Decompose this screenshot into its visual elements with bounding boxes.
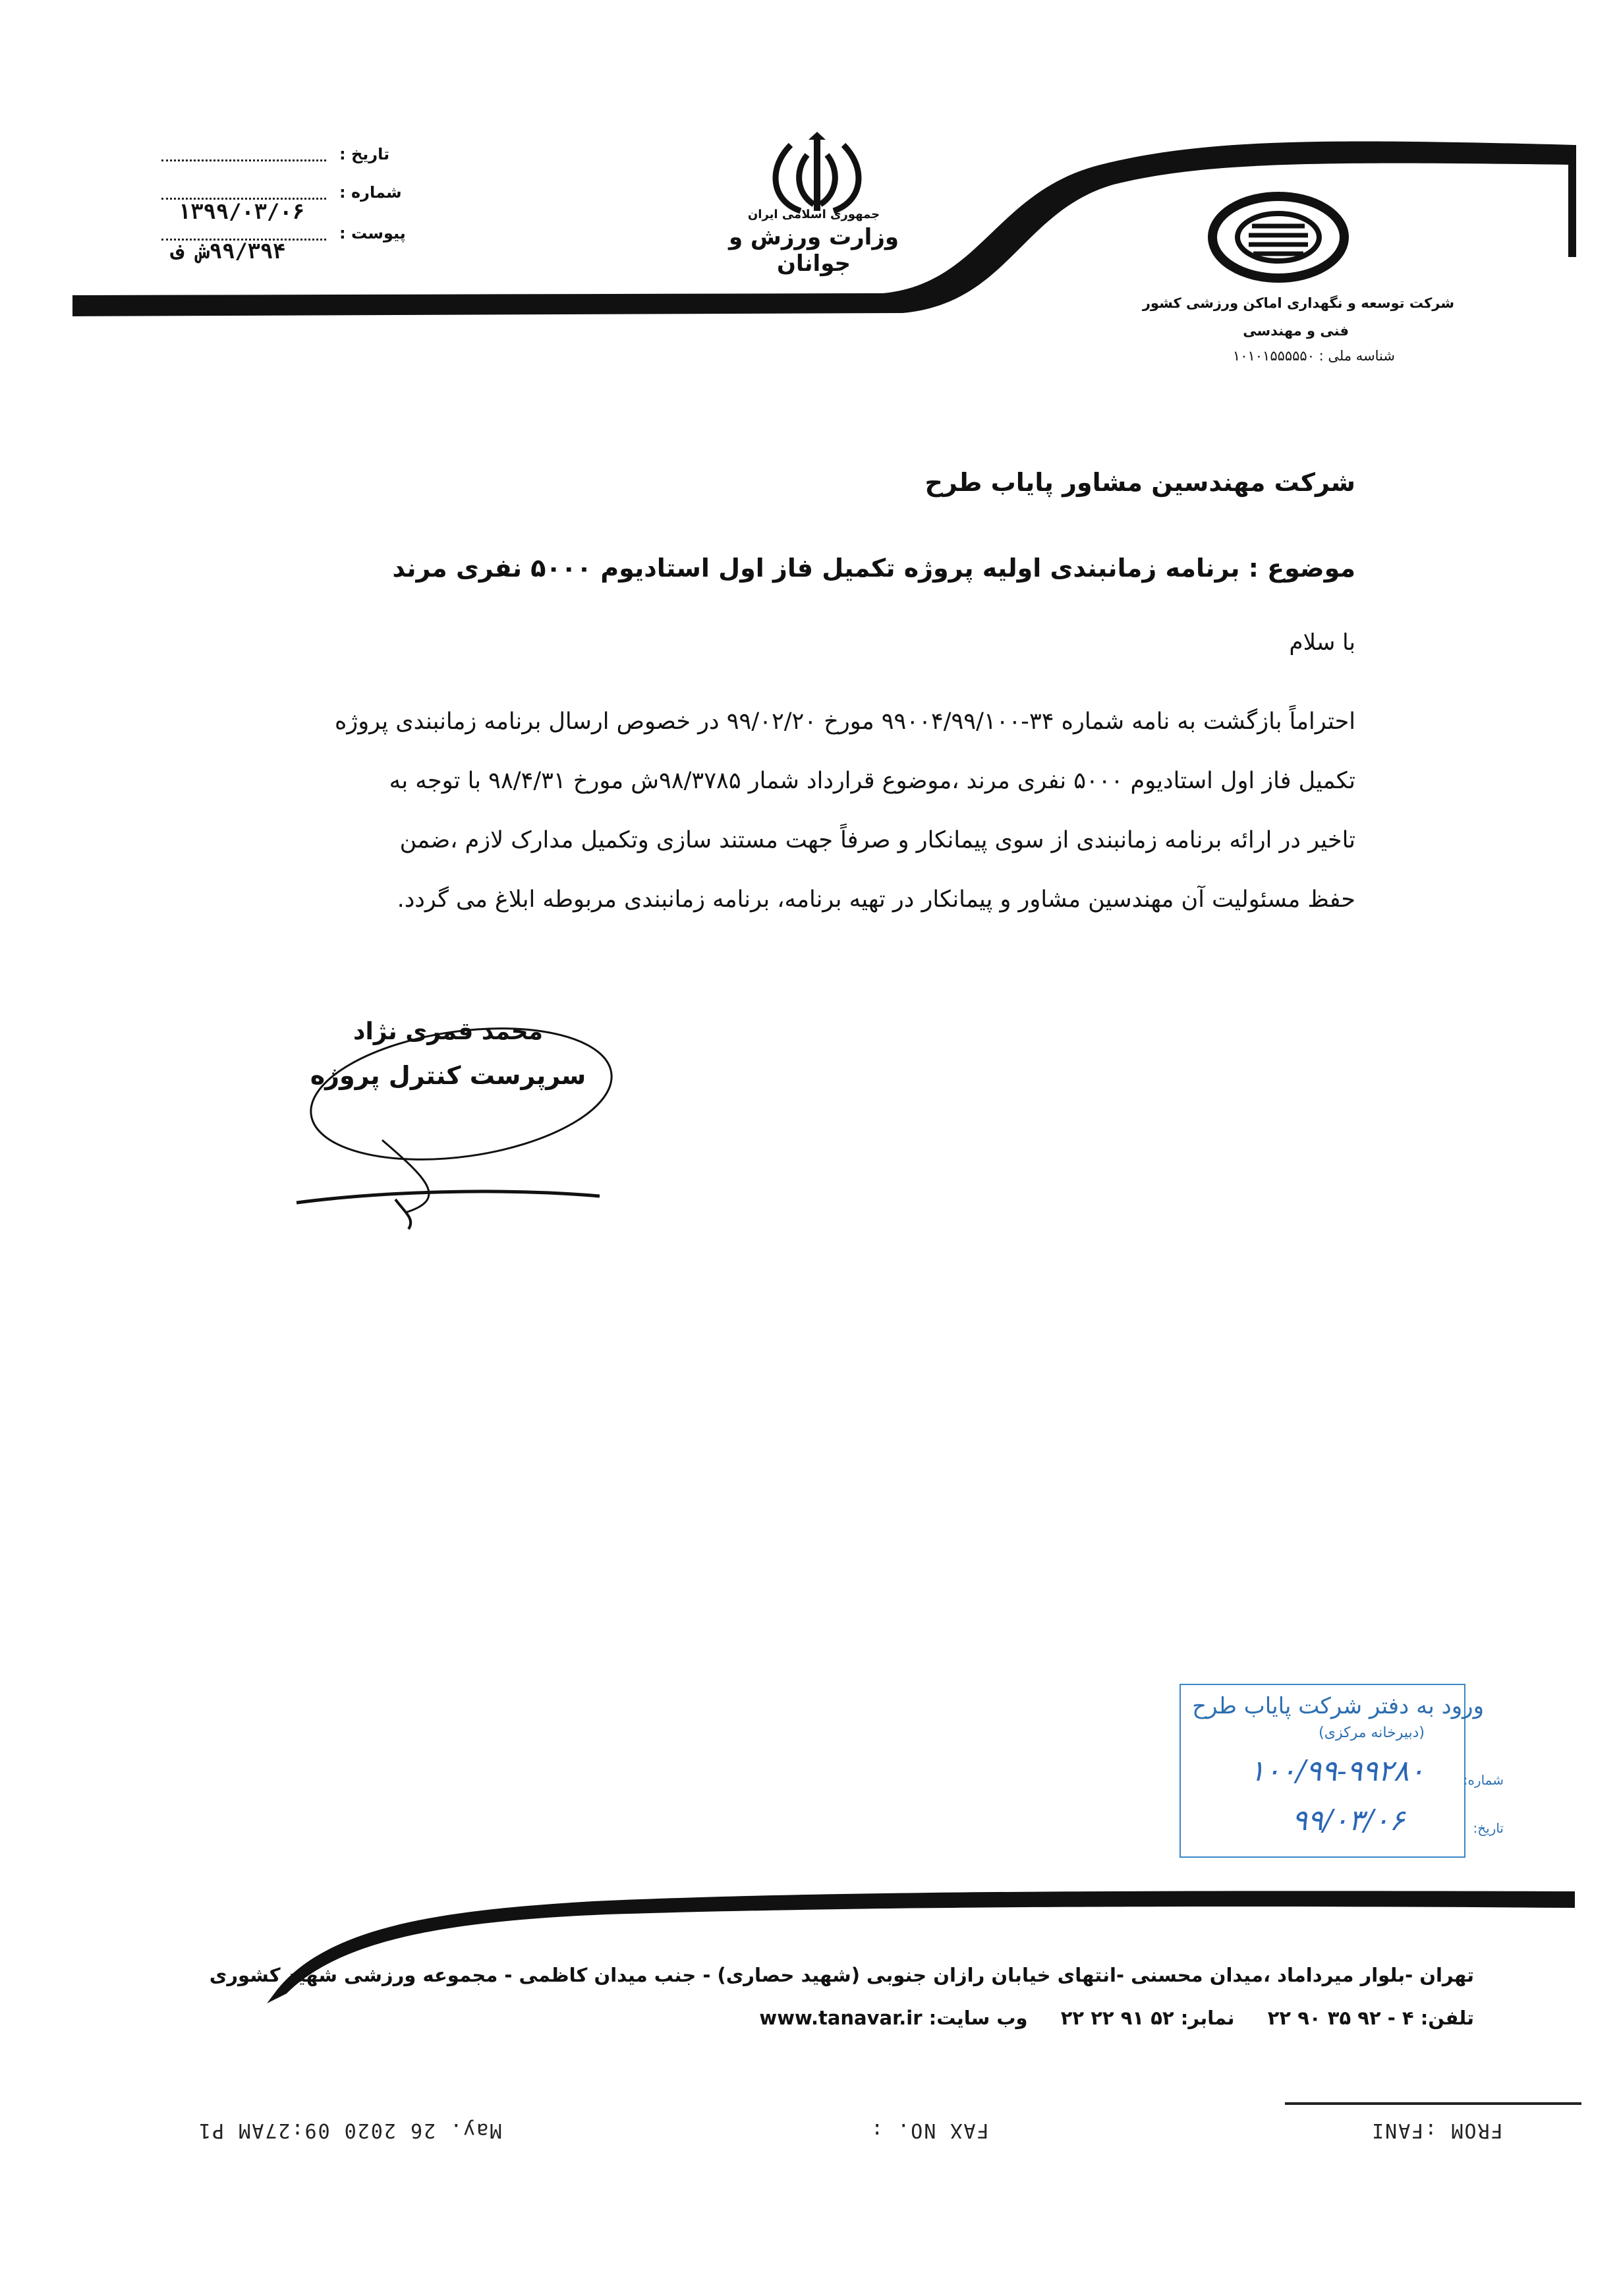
body-line: تکمیل فاز اول استادیوم ۵۰۰۰ نفری مرند ،موضوع قرارداد شمار ۹۸/۳۷۸۵ش مورخ ۹۸/۴/۳۱ با توجه به — [389, 768, 1355, 794]
stamp-title: ورود به دفتر شرکت پایاب طرح — [1192, 1693, 1484, 1719]
number-value: ۱۳۹۹/۰۳/۰۶ — [178, 199, 305, 224]
fax-header-line — [1285, 2102, 1581, 2106]
stamp-date-label: تاریخ: — [1473, 1820, 1504, 1836]
attachment-label: پیوست : — [339, 224, 406, 243]
footer-website[interactable]: www.tanavar.ir — [759, 2007, 923, 2029]
number-label: شماره : — [339, 183, 402, 202]
footer-phone: تلفن: ۴ - ۹۲ ۳۵ ۹۰ ۲۲ — [1267, 2007, 1474, 2029]
ministry-name: وزارت ورزش و جوانان — [728, 224, 899, 277]
body-line: تاخیر در ارائه برنامه زمانبندی از سوی پیمانکار و صرفاً جهت مستند سازی وتکمیل مدارک لازم ،ضمن — [399, 827, 1355, 853]
stamp-date-value: ۹۹/۰۳/۰۶ — [1292, 1804, 1405, 1837]
signer-name: محمد قمری نژاد — [353, 1018, 544, 1045]
footer-address: تهران -بلوار میرداماد ،میدان محسنی -انتهای خیابان رازان جنوبی (شهید حصاری) - جنب میدان کاظمی - مجموعه ورزشی شهید کشوری — [209, 1964, 1474, 1986]
received-stamp — [1179, 1684, 1504, 1858]
date-dots — [161, 158, 326, 161]
country-name: جمهوری اسلامی ایران — [747, 208, 880, 221]
department-name: فنی و مهندسی — [1243, 323, 1349, 339]
subject: موضوع : برنامه زمانبندی اولیه پروژه تکمیل فاز اول استادیوم ۵۰۰۰ نفری مرند — [392, 554, 1355, 583]
signature-scribble — [283, 1015, 652, 1239]
fax-number: FAX NO. : — [870, 2119, 989, 2142]
stamp-number-value: ۱۰۰/۹۹-۹۹۲۸۰ — [1249, 1754, 1425, 1788]
footer-website-label: وب سایت: — [928, 2007, 1028, 2029]
body-line: احتراماً بازگشت به نامه شماره ۳۴-۹۹۰۰۴/۹۹/۱۰۰ مورخ ۹۹/۰۲/۲۰ در خصوص ارسال برنامه زمانبندی پروژه — [334, 708, 1355, 735]
stamp-subtitle: (دبیرخانه مرکزی) — [1319, 1725, 1425, 1741]
company-logo-icon — [1206, 188, 1351, 287]
footer-swoosh — [250, 1885, 1581, 2017]
footer-contact — [759, 2007, 1474, 2029]
greeting: با سلام — [1289, 629, 1355, 656]
national-id: شناسه ملی : ۱۰۱۰۱۵۵۵۵۵۰ — [1232, 348, 1395, 364]
signer-title: سرپرست کنترل پروژه — [310, 1061, 586, 1090]
fax-datetime: May. 26 2020 09:27AM P1 — [198, 2119, 502, 2142]
company-name: شرکت توسعه و نگهداری اماکن ورزشی کشور — [1142, 295, 1454, 311]
recipient: شرکت مهندسین مشاور پایاب طرح — [924, 468, 1355, 497]
date-label: تاریخ : — [339, 145, 390, 163]
fax-from: FROM :FANI — [1371, 2119, 1503, 2142]
stamp-number-label: شماره: — [1463, 1772, 1504, 1788]
footer-fax: نمابر: ۵۲ ۹۱ ۲۲ ۲۲ — [1060, 2007, 1235, 2029]
attachment-value: ۹۹/۳۹۴ش ف — [171, 239, 286, 264]
body-line: حفظ مسئولیت آن مهندسین مشاور و پیمانکار در تهیه برنامه، برنامه زمانبندی مربوطه ابلاغ می گردد. — [397, 886, 1355, 913]
